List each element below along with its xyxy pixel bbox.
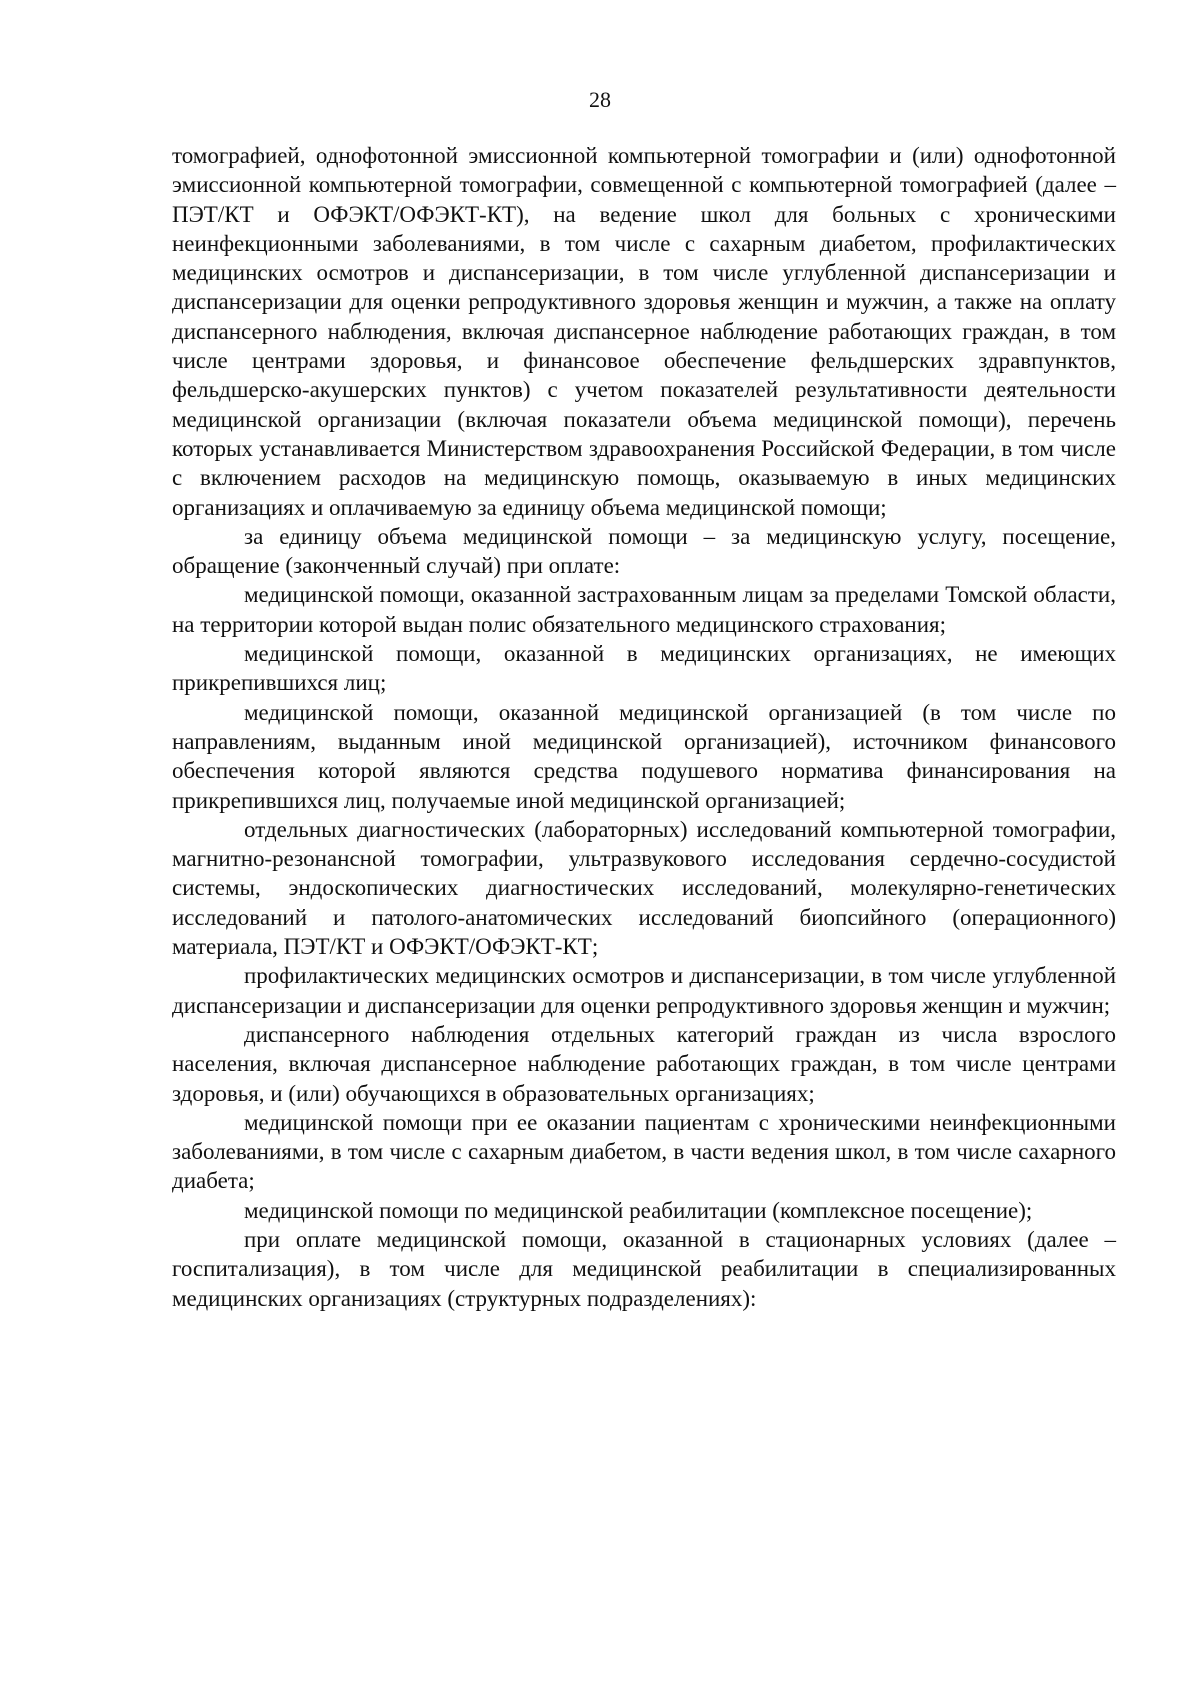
paragraph: медицинской помощи по медицинской реабилитации (комплексное посещение); bbox=[244, 1197, 1033, 1223]
paragraph: медицинской помощи, оказанной в медицинских организациях, не имеющих прикрепившихся лиц; bbox=[172, 641, 1116, 696]
paragraph: медицинской помощи, оказанной медицинской организацией (в том числе по направлениям, выданным иной медицинской организацией), источником финансового обеспечения которой являются средства подушевого норматива финансирования на прикрепившихся лиц, получаемые иной медицинской организацией; bbox=[172, 699, 1116, 813]
paragraph: диспансерного наблюдения отдельных категорий граждан из числа взрослого населения, включая диспансерное наблюдение работающих граждан, в том числе центрами здоровья, и (или) обучающихся в образовательных организациях; bbox=[172, 1021, 1116, 1106]
paragraph: медицинской помощи, оказанной застрахованным лицам за пределами Томской области, на территории которой выдан полис обязательного медицинского страхования; bbox=[172, 582, 1116, 637]
document-body bbox=[172, 141, 1116, 1313]
paragraph: отдельных диагностических (лабораторных) исследований компьютерной томографии, магнитно-резонансной томографии, ультразвукового исследования сердечно-сосудистой системы, эндоскопических диагностических исследований, молекулярно-генетических исследований и патолого-анатомических исследований биопсийного (операционного) материала, ПЭТ/КТ и ОФЭКТ/ОФЭКТ-КТ; bbox=[172, 816, 1116, 960]
paragraph: профилактических медицинских осмотров и диспансеризации, в том числе углубленной диспансеризации и диспансеризации для оценки репродуктивного здоровья женщин и мужчин; bbox=[172, 963, 1116, 1018]
paragraph: при оплате медицинской помощи, оказанной в стационарных условиях (далее – госпитализация), в том числе для медицинской реабилитации в специализированных медицинских организациях (структурных подразделениях): bbox=[172, 1226, 1116, 1311]
paragraph: медицинской помощи при ее оказании пациентам с хроническими неинфекционными заболеваниями, в том числе с сахарным диабетом, в части ведения школ, в том числе сахарного диабета; bbox=[172, 1109, 1116, 1194]
paragraph: за единицу объема медицинской помощи – за медицинскую услугу, посещение, обращение (законченный случай) при оплате: bbox=[172, 523, 1116, 579]
page-number: 28 bbox=[589, 87, 611, 112]
paragraph: томографией, однофотонной эмиссионной компьютерной томографии и (или) однофотонной эмиссионной компьютерной томографии, совмещенной с компьютерной томографией (далее – ПЭТ/КТ и ОФЭКТ/ОФЭКТ-КТ), на ведение школ для больных с хроническими неинфекционными заболеваниями, в том числе с сахарным диабетом, профилактических медицинских осмотров и диспансеризации, в том числе углубленной диспансеризации и диспансеризации для оценки репродуктивного здоровья женщин и мужчин, а также на оплату диспансерного наблюдения, включая диспансерное наблюдение работающих граждан, в том числе центрами здоровья, и финансовое обеспечение фельдшерских здравпунктов, фельдшерско-акушерских пунктов) с учетом показателей результативности деятельности медицинской организации (включая показатели объема медицинской помощи), перечень которых устанавливается Министерством здравоохранения Российской Федерации, в том числе с включением расходов на медицинскую помощь, оказываемую в иных медицинских организациях и оплачиваемую за единицу объема медицинской помощи; bbox=[172, 143, 1116, 520]
